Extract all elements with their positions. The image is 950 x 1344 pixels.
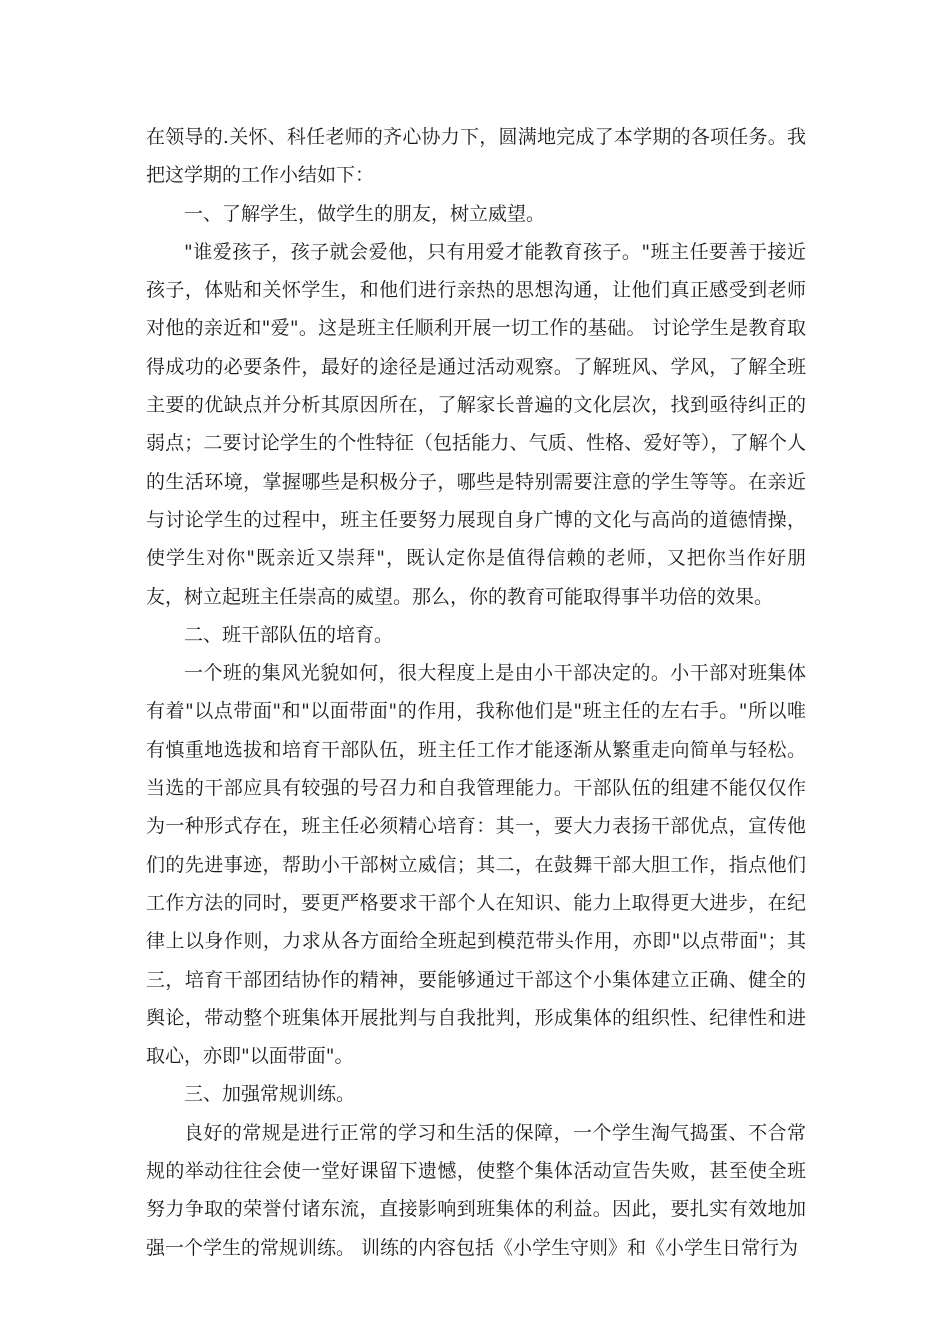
paragraph-intro: 在领导的.关怀、科任老师的齐心协力下，圆满地完成了本学期的各项任务。我把这学期的工作小结如下： [146, 126, 806, 187]
section-heading-1: 一、了解学生，做学生的朋友，树立威望。 [184, 202, 546, 225]
paragraph-section-1: "谁爱孩子，孩子就会爱他，只有用爱才能教育孩子。"班主任要善于接近孩子，体贴和关怀学生，和他们进行亲热的思想沟通，让他们真正感受到老师对他的亲近和"爱"。这是班主任顺利开展一切工作的基础。 讨论学生是教育取得成功的必要条件，最好的途径是通过活动观察。了解班风、学风，了解全班主要的优缺点并分析其原因所在，了解家长普遍的文化层次，找到亟待纠正的弱点；二要讨论学生的个性特征（包括能力、气质、性格、爱好等），了解个人的生活环境，掌握哪些是积极分子，哪些是特别需要注意的学生等等。在亲近与讨论学生的过程中，班主任要努力展现自身广博的文化与高尚的道德情操，使学生对你"既亲近又崇拜"，既认定你是值得信赖的老师，又把你当作好朋友，树立起班主任崇高的威望。那么，你的教育可能取得事半功倍的效果。 [146, 240, 806, 608]
document-body [146, 118, 806, 1267]
section-heading-3: 三、加强常规训练。 [184, 1083, 356, 1106]
paragraph-section-3: 良好的常规是进行正常的学习和生活的保障，一个学生淘气捣蛋、不合常规的举动往往会使一堂好课留下遗憾，使整个集体活动宣告失败，甚至使全班努力争取的荣誉付诸东流，直接影响到班集体的利益。因此，要扎实有效地加强一个学生的常规训练。 训练的内容包括《小学生守则》和《小学生日常行为 [146, 1121, 806, 1259]
paragraph-section-2: 一个班的集风光貌如何，很大程度上是由小干部决定的。小干部对班集体有着"以点带面"和"以面带面"的作用，我称他们是"班主任的左右手。"所以唯有慎重地选拔和培育干部队伍，班主任工作才能逐渐从繁重走向简单与轻松。当选的干部应具有较强的号召力和自我管理能力。干部队伍的组建不能仅仅作为一种形式存在，班主任必须精心培育：其一，要大力表扬干部优点，宣传他们的先进事迹，帮助小干部树立威信；其二，在鼓舞干部大胆工作，指点他们工作方法的同时，要更严格要求干部个人在知识、能力上取得更大进步，在纪律上以身作则，力求从各方面给全班起到模范带头作用，亦即"以点带面"；其三，培育干部团结协作的精神，要能够通过干部这个小集体建立正确、健全的舆论，带动整个班集体开展批判与自我批判，形成集体的组织性、纪律性和进取心，亦即"以面带面"。 [146, 662, 806, 1068]
section-heading-2: 二、班干部队伍的培育。 [184, 623, 394, 646]
